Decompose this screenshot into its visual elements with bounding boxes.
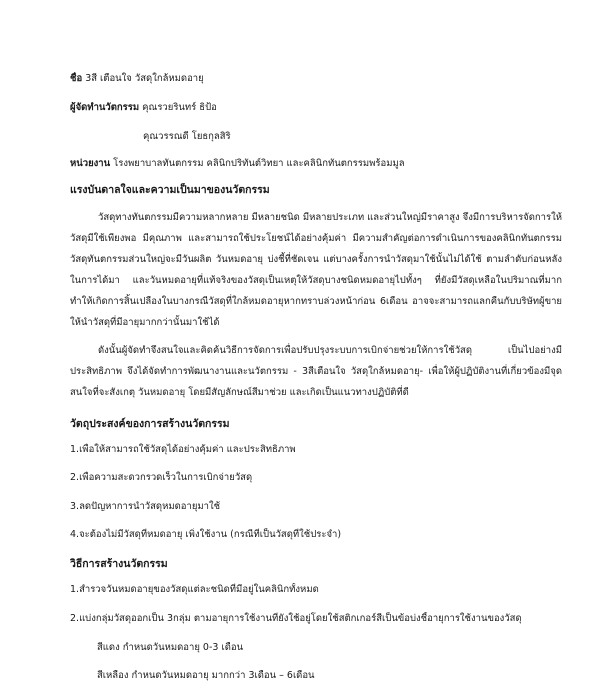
method-heading: วิธีการสร้างนวัตกรรม	[70, 558, 168, 570]
name-value: 3สี เตือนใจ วัสดุใกล้หมดอายุ	[85, 73, 204, 84]
inspiration-paragraph-1-text: วัสดุทางทันตกรรมมีความหลากหลาย มีหลายชนิด มีหลายประเภท และส่วนใหญ่มีราคาสูง จึงมีการบริหารจัดการให้วัสดุมีใช้เพียงพอ มีคุณภาพ และสามารถใช้ประโยชน์ได้อย่างคุ้มค่า มีความสำคัญต่อการดำเนินการของคลินิกทันตกรรม วัสดุทันตกรรมส่วนใหญ่จะมีวันผลิต วันหมดอายุ บ่งชี้ที่ชัดเจน แต่บางครั้งการนำวัสดุมาใช้นั้นไม่ได้ใช้ ตามลำดับก่อนหลังในการได้มา และวันหมดอายุที่แท้จริงของวัสดุเป็นเหตุให้วัสดุบางชนิดหมดอายุไปทั้งๆ ที่ยังมีวัสดุเหลือในปริมาณที่มาก ทำให้เกิดการสิ้นเปลืองในบางกรณีวัสดุที่ใกล้หมดอายุหากทราบล่วงหน้าก่อน 6เดือน อาจจะสามารถแลกคืนกับบริษัทผู้ขายให้นำวัสดุที่มีอายุมากกว่านั้นมาใช้ได้	[70, 212, 562, 328]
inspiration-paragraph-1	[70, 207, 562, 333]
inspiration-paragraph-2-text: ดังนั้นผู้จัดทำจึงสนใจและคิดค้นวิธีการจัดการเพื่อปรับปรุงระบบการเบิกจ่ายช่วยให้การใช้วัสดุ เป็นไปอย่างมีประสิทธิภาพ จึงได้จัดทำการพัฒนางานและนวัตกรรม - 3สีเตือนใจ วัสดุใกล้หมดอายุ- เพื่อให้ผู้ปฏิบัติงานที่เกี่ยวข้องมีจุดสนใจที่จะสังเกตุ วันหมดอายุ โดยมีสัญลักษณ์สีมาช่วย และเกิดเป็นแนวทางปฏิบัติที่ดี	[70, 345, 562, 398]
method-item-1: 1.สำรวจวันหมดอายุของวัสดุแต่ละชนิดที่มีอยู่ในคลินิกทั้งหมด	[70, 584, 319, 595]
unit-value: โรงพยาบาลทันตกรรม คลินิกปริทันต์วิทยา และคลินิกทันตกรรมพร้อมมูล	[113, 158, 405, 169]
owner-1: คุณรวยรินทร์ ธิป้อ	[142, 102, 217, 113]
method-item-2: 2.แบ่งกลุ่มวัสดุออกเป็น 3กลุ่ม ตามอายุการใช้งานที่ยังใช้อยู่โดยใช้สติกเกอร์สีเป็นข้อบ่งชี้อายุการใช้งานของวัสดุ	[70, 613, 522, 624]
unit-row	[70, 157, 560, 171]
owner-label: ผู้จัดทำนวัตกรรม	[70, 102, 140, 113]
name-row	[70, 72, 560, 86]
objective-item-1: 1.เพื่อให้สามารถใช้วัสดุได้อย่างคุ้มค่า และประสิทธิภาพ	[70, 444, 296, 455]
unit-label: หน่วยงาน	[70, 158, 111, 169]
owner-2: คุณวรรณดี โยธกุลสิริ	[143, 131, 231, 142]
inspiration-heading: แรงบันดาลใจและความเป็นมาของนวัตกรรม	[70, 184, 270, 196]
objective-item-4: 4.จะต้องไม่มีวัสดุที่หมดอายุ เพิ่งใช้งาน (กรณีที่เป็นวัสดุที่ใช้ประจำ)	[70, 529, 342, 540]
owner-row	[70, 101, 560, 115]
inspiration-paragraph-2	[70, 340, 562, 403]
method-sub-item-2: สีเหลือง กำหนดวันหมดอายุ มากกว่า 3เดือน – 6เดือน	[97, 670, 315, 681]
method-sub-item-1: สีแดง กำหนดวันหมดอายุ 0-3 เดือน	[97, 642, 244, 653]
objectives-heading: วัตถุประสงค์ของการสร้างนวัตกรรม	[70, 418, 230, 430]
objective-item-2: 2.เพื่อความสะดวกรวดเร็วในการเบิกจ่ายวัสดุ	[70, 472, 253, 483]
name-label: ชื่อ	[70, 73, 83, 84]
objective-item-3: 3.ลดปัญหาการนำวัสดุหมดอายุมาใช้	[70, 501, 221, 512]
